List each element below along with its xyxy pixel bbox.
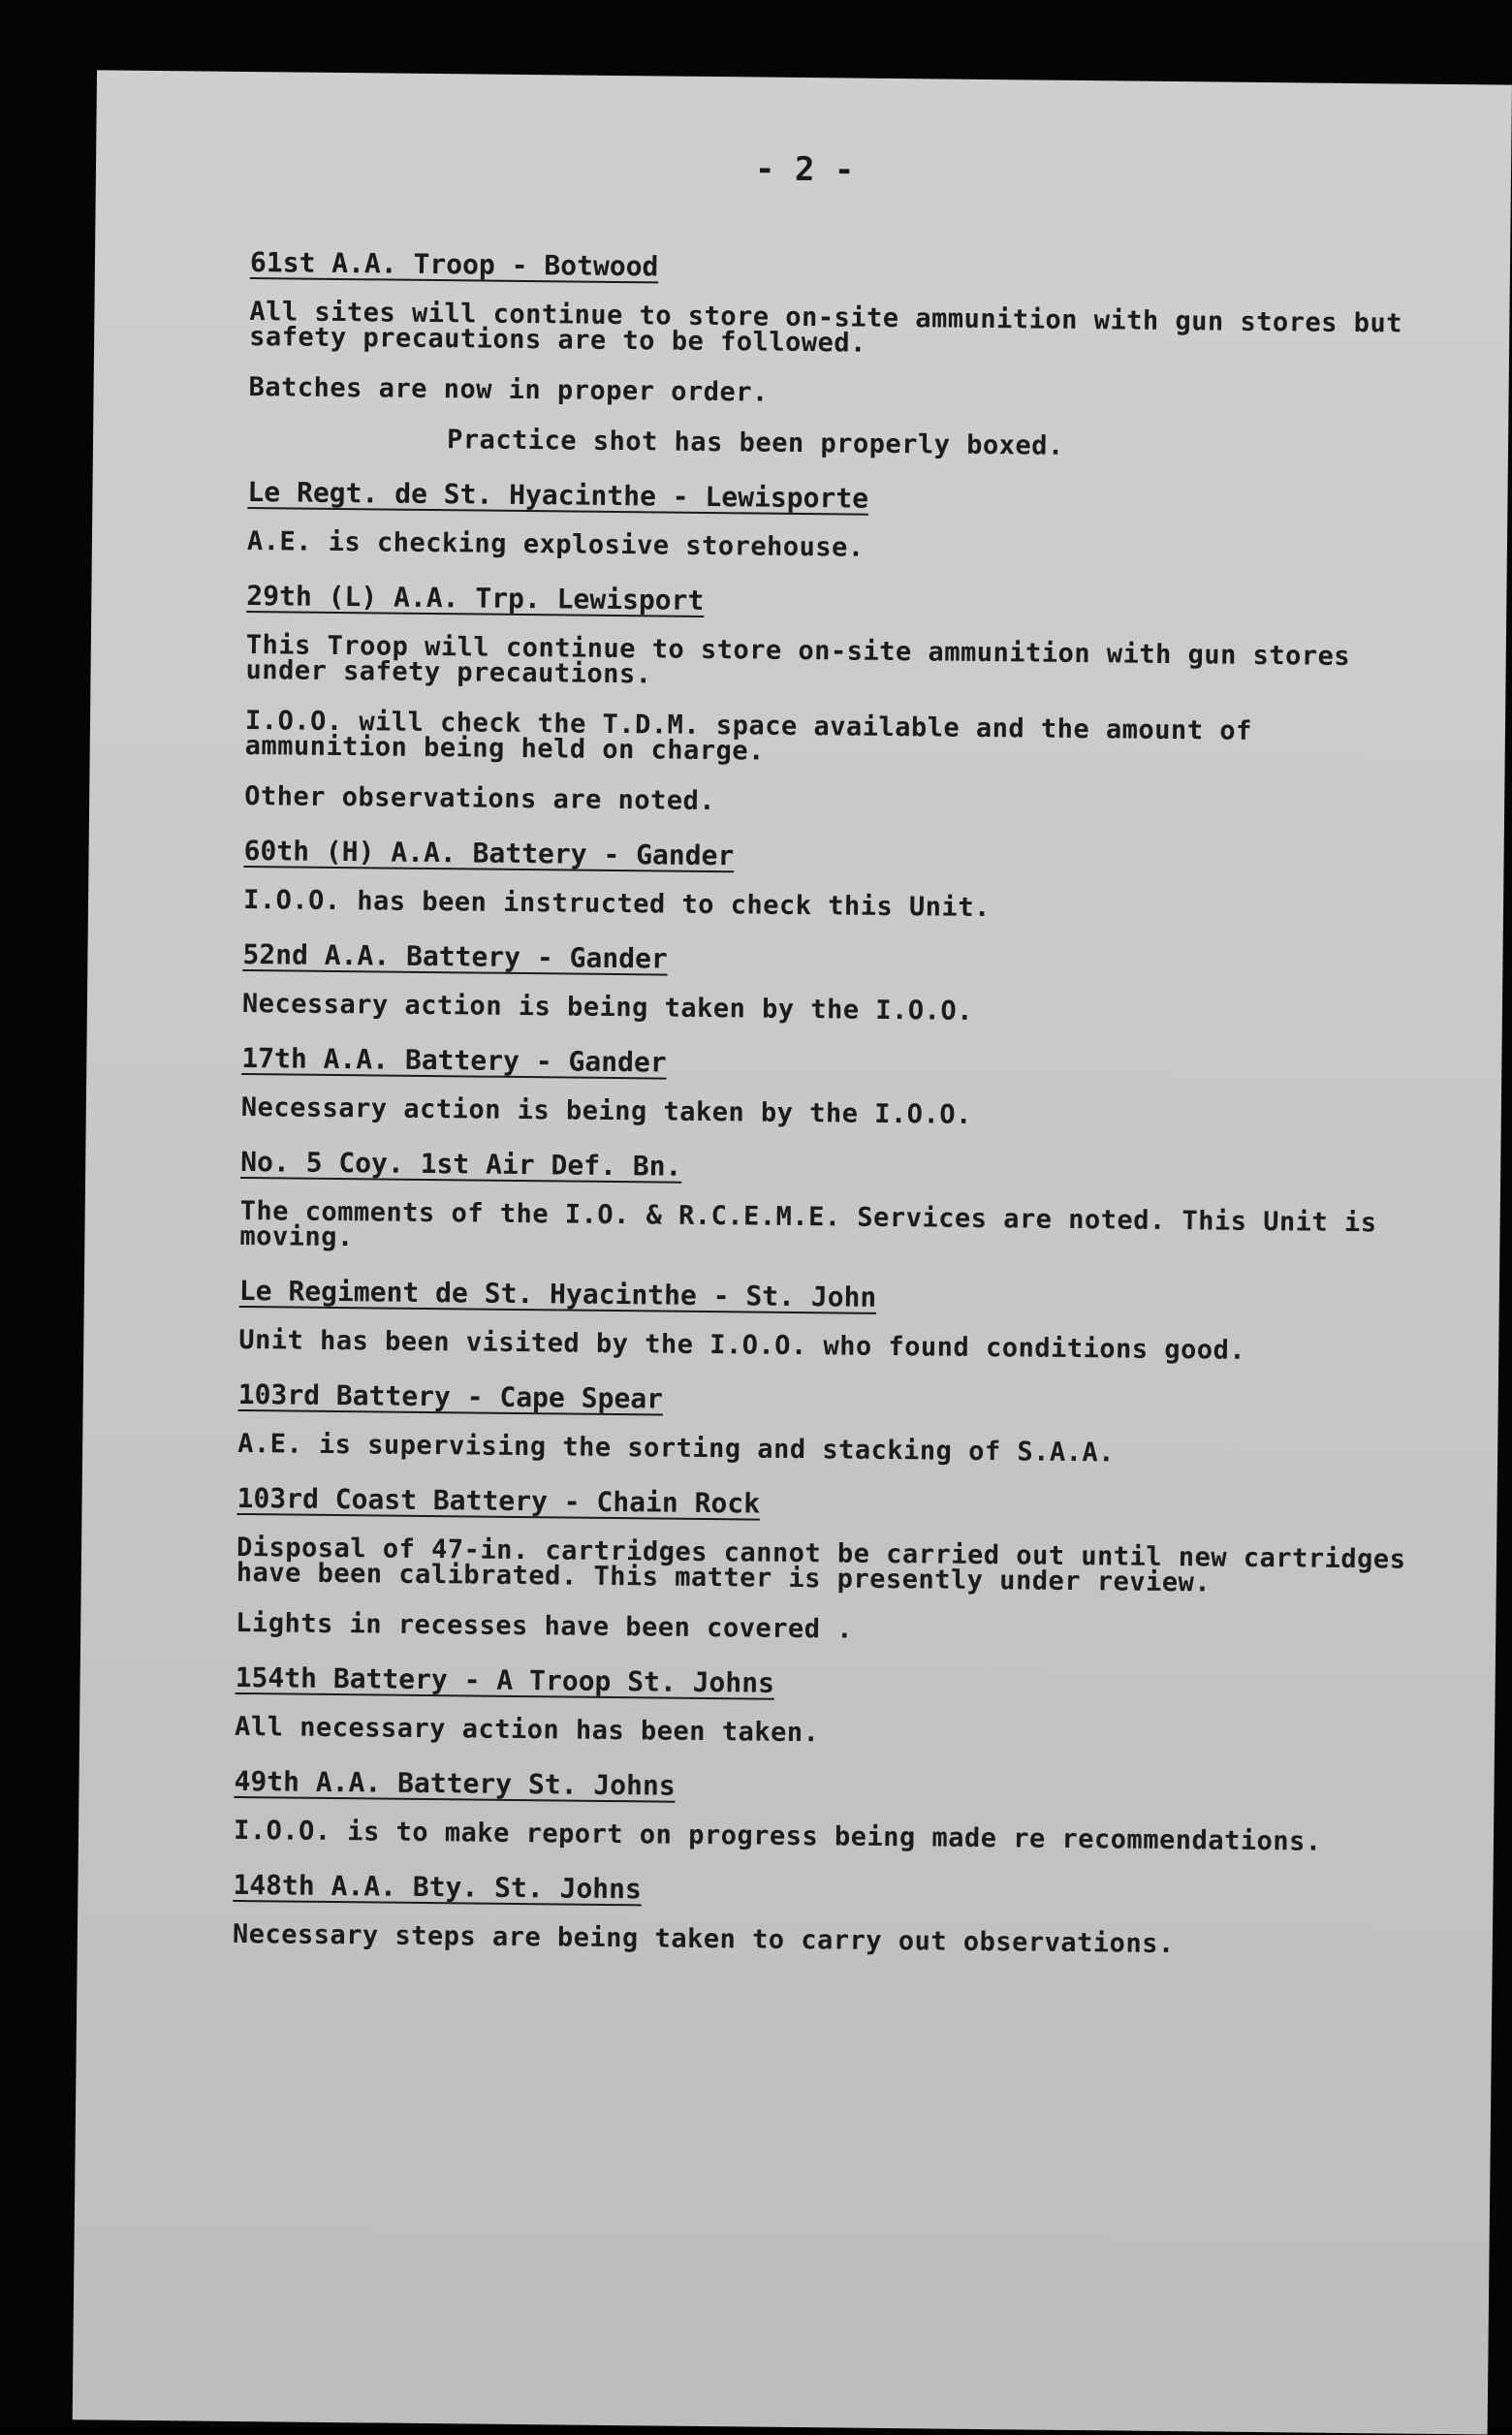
section-heading: 17th A.A. Battery - Gander (241, 1041, 667, 1079)
section-paragraph: Necessary action is being taken by the I.O.O. (241, 988, 974, 1027)
section-paragraph: A.E. is supervising the sorting and stacking of S.A.A. (237, 1428, 1116, 1469)
section-heading: 49th A.A. Battery St. Johns (234, 1764, 676, 1802)
section-heading: 61st A.A. Troop - Botwood (249, 246, 659, 283)
section-paragraph: Other observations are noted. (244, 780, 716, 817)
section-29th-aa-trp (244, 580, 1429, 822)
section-paragraph: Unit has been visited by the I.O.O. who found conditions good. (238, 1324, 1246, 1366)
section-heading: 154th Battery - A Troop St. Johns (235, 1660, 775, 1699)
section-154th-battery (235, 1661, 1418, 1753)
document-body (232, 246, 1433, 1985)
section-paragraph: I.O.O. will check the T.D.M. space available and the amount of ammunition being held on charge. (244, 705, 1252, 767)
section-paragraph: I.O.O. has been instructed to check this Unit. (242, 884, 991, 924)
section-paragraph: I.O.O. is to make report on progress being made re recommendations. (233, 1815, 1322, 1857)
section-paragraph: Practice shot has been properly boxed. (446, 425, 1064, 461)
section-heading: 29th (L) A.A. Trp. Lewisport (246, 580, 705, 617)
section-paragraph: All necessary action has been taken. (234, 1711, 820, 1749)
section-paragraph: The comments of the I.O. & R.C.E.M.E. Services are noted. This Unit is moving. (239, 1195, 1377, 1253)
section-paragraph: Necessary action is being taken by the I.O.O. (240, 1091, 972, 1130)
section-103rd-battery-cape-spear (237, 1378, 1421, 1470)
section-heading: 60th (H) A.A. Battery - Gander (243, 834, 735, 872)
section-heading: 103rd Coast Battery - Chain Rock (236, 1481, 761, 1520)
section-paragraph: Lights in recesses have been covered . (236, 1607, 854, 1645)
section-17th-aa-battery (241, 1042, 1425, 1133)
section-61st-aa-troop (248, 246, 1433, 463)
section-heading: 148th A.A. Bty. St. Johns (233, 1868, 643, 1906)
section-paragraph: This Troop will continue to store on-site ammunition with gun stores under safety precautions. (245, 629, 1351, 690)
section-paragraph: Necessary steps are being taken to carry out observations. (232, 1918, 1175, 1960)
section-heading: 52nd A.A. Battery - Gander (242, 937, 668, 975)
document-page (73, 70, 1512, 2434)
section-52nd-aa-battery (242, 938, 1426, 1029)
section-no5-coy (239, 1146, 1423, 1262)
section-regiment-st-hyacinthe-st-john (238, 1275, 1422, 1366)
section-paragraph: Batches are now in proper order. (248, 372, 769, 408)
section-heading: Le Regt. de St. Hyacinthe - Lewisporte (247, 476, 869, 515)
section-103rd-coast-battery (236, 1482, 1420, 1649)
section-paragraph: A.E. is checking explosive storehouse. (246, 526, 865, 563)
section-49th-aa-battery (234, 1765, 1417, 1856)
section-148th-aa-bty (233, 1869, 1416, 1960)
section-heading: 103rd Battery - Cape Spear (237, 1377, 664, 1415)
section-paragraph: Disposal of 47-in. cartridges cannot be carried out until new cartridges have been calibrated. This matter is presently under review. (236, 1532, 1406, 1598)
section-paragraph: All sites will continue to store on-site ammunition with gun stores but safety precautions are to be followed. (249, 297, 1403, 359)
section-regt-st-hyacinthe-lewisporte (247, 476, 1431, 567)
page-number: - 2 - (754, 149, 855, 190)
section-heading: Le Regiment de St. Hyacinthe - St. John (238, 1274, 877, 1313)
section-60th-aa-battery (243, 835, 1427, 926)
section-heading: No. 5 Coy. 1st Air Def. Bn. (240, 1145, 682, 1183)
